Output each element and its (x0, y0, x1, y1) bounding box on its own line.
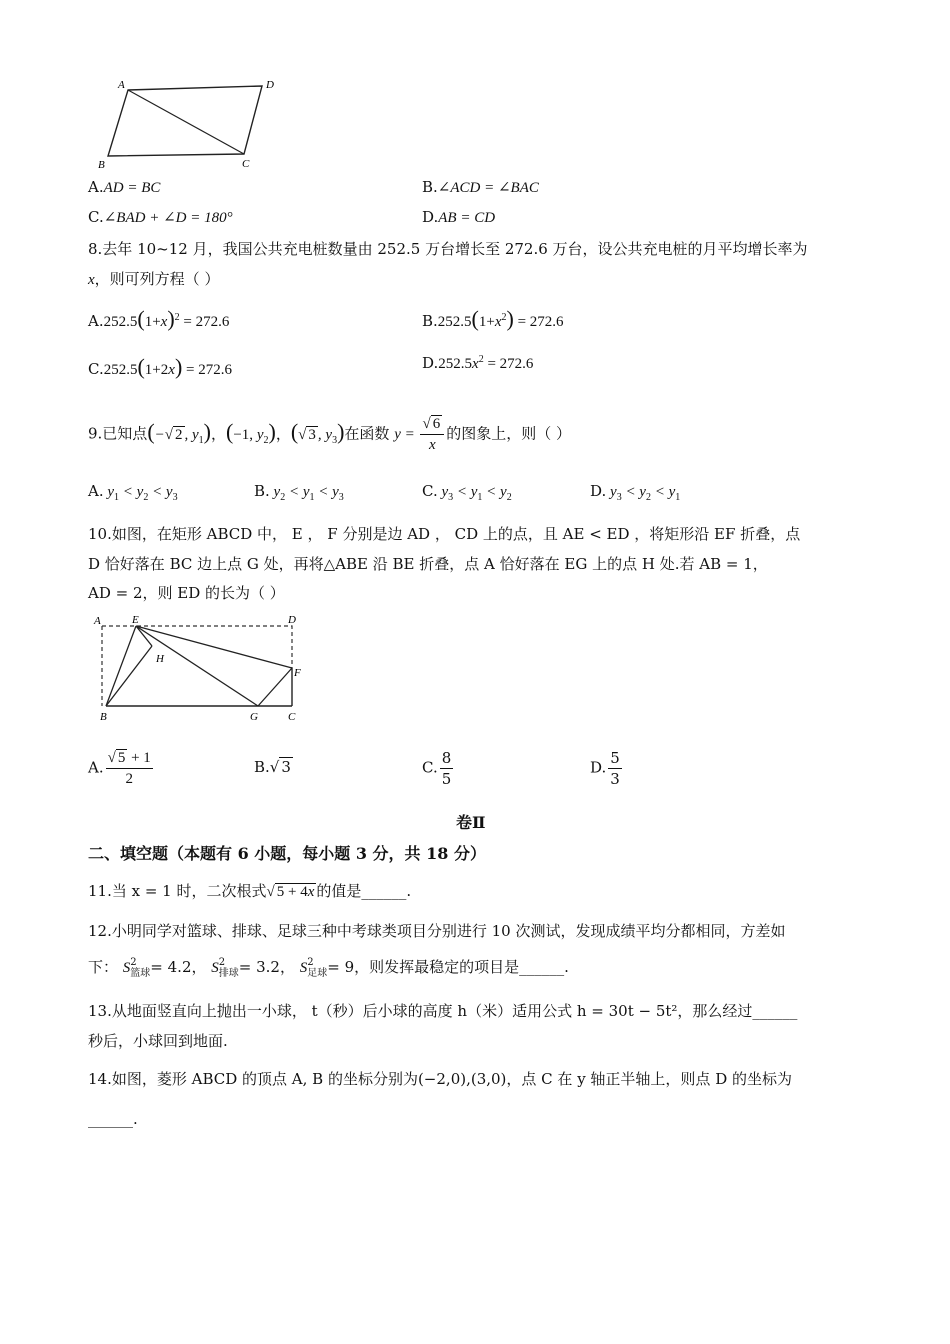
q10-stem-line3: AD = 2，则 ED 的长为（ ） (88, 584, 285, 602)
q9-option-b: B. $y_2 < y_1 < y_3$ (254, 482, 344, 503)
vertex-label-d: D (288, 614, 296, 626)
vertex-label-f: F (294, 667, 301, 679)
vertex-label-h: H (156, 653, 164, 665)
q10-option-b: B.√ 3 (254, 758, 291, 776)
parallelogram-figure (92, 74, 292, 174)
q9-stem: 9.已知点(−√ 2 , $y_1$)，(−1, $y_2$)，(√ 3 , $y_3$)在函数 y = $\frac{√ 6}{x}$ 的图象上，则（ ） (88, 416, 571, 453)
vertex-label-e: E (132, 614, 139, 626)
q8-option-a: $A.252.5(1+x)^2 = 272.6$ (88, 306, 230, 331)
q10-option-c: C. $\frac{8}{5}$ (422, 749, 452, 788)
vertex-label-b: B (100, 711, 107, 723)
q12-stem-line2: 下： S 2 篮球 = 4.2， S 2 排球 = 3.2， S 2 足球 = 9，则发挥最稳定的项目是______. (88, 957, 569, 979)
vertex-label-a: A (118, 79, 125, 91)
vertex-label-c: C (288, 711, 296, 723)
q8-option-b: $B.252.5(1+x^2) = 272.6$ (422, 306, 564, 331)
q7-option-b: B.∠ACD = ∠BAC (422, 178, 539, 196)
q7-option-d: D.AB = CD (422, 208, 496, 226)
q13-stem-line1: 13.从地面竖直向上抛出一小球， t（秒）后小球的高度 h（米）适用公式 h = 30t − 5t²，那么经过______ (88, 1002, 798, 1020)
q8-stem-line1: 8.去年 10~12 月，我国公共充电桩数量由 252.5 万台增长至 272.6 万台，设公共充电桩的月平均增长率为 (88, 240, 808, 258)
q14-stem-line2: ______. (88, 1110, 138, 1128)
q10-stem-line1: 10.如图，在矩形 ABCD 中， E ， F 分别是边 AD ， CD 上的点，且 AE < ED ，将矩形沿 EF 折叠，点 (88, 525, 801, 543)
vertex-label-d: D (266, 79, 274, 91)
q7-option-c: C.∠BAD + ∠D = 180° (88, 208, 233, 226)
q9-option-a: A. $y_1 < y_2 < y_3$ (88, 482, 178, 503)
q10-stem-line2: D 恰好落在 BC 边上点 G 处，再将△ABE 沿 BE 折叠，点 A 恰好落在 EG 上的点 H 处.若 AB = 1， (88, 555, 768, 573)
vertex-label-c: C (242, 158, 250, 170)
volume-title: 卷Ⅱ (456, 813, 486, 832)
q8-option-d: $D.252.5x^2 = 272.6$ (422, 354, 534, 372)
vertex-label-b: B (98, 159, 105, 171)
q10-option-d: D. $\frac{5}{3}$ (590, 749, 620, 788)
q11-stem: 11.当 x = 1 时，二次根式√ 5 + 4x 的值是______. (88, 882, 412, 900)
q13-stem-line2: 秒后，小球回到地面. (88, 1032, 228, 1050)
q8-stem-line2: x，则可列方程（ ） (88, 270, 220, 288)
q10-option-a: A. $\frac{√ 5 + 1}{2}$ (88, 750, 151, 787)
q8-option-c: C.252.5(1+2x) = 272.6 (88, 354, 232, 379)
q9-option-d: D. $y_3 < y_2 < y_1$ (590, 482, 681, 503)
q12-stem-line1: 12.小明同学对篮球、排球、足球三种中考球类项目分别进行 10 次测试，发现成绩平均分都相同，方差如 (88, 922, 786, 940)
q7-option-a: A.AD = BC (88, 178, 161, 196)
q9-option-c: C. $y_3 < y_1 < y_2$ (422, 482, 512, 503)
vertex-label-g: G (250, 711, 258, 723)
vertex-label-a: A (94, 615, 101, 627)
q14-stem-line1: 14.如图，菱形 ABCD 的顶点 A, B 的坐标分别为(−2,0),(3,0)，点 C 在 y 轴正半轴上，则点 D 的坐标为 (88, 1070, 792, 1088)
folded-rectangle-figure (90, 610, 320, 732)
section-header: 二、填空题（本题有 6 小题，每小题 3 分，共 18 分） (88, 844, 486, 863)
